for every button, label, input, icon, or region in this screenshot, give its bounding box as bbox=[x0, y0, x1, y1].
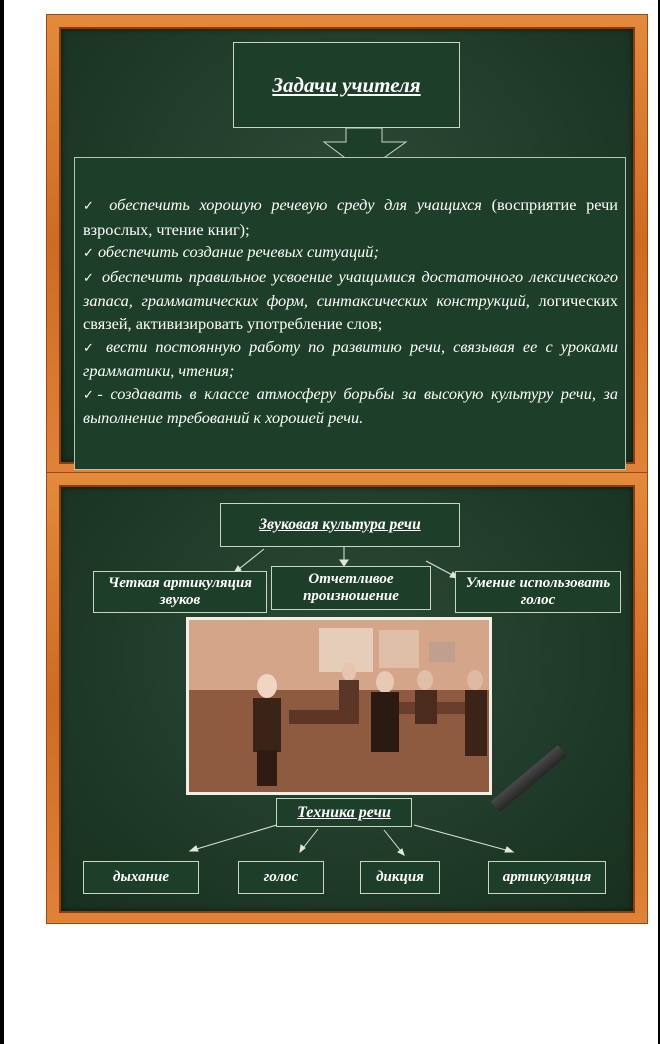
classroom-illustration bbox=[189, 620, 489, 792]
task-item: ✓ обеспечить хорошую речевую среду для учащихся (восприятие речи взрослых, чтение книг); bbox=[83, 195, 619, 239]
teacher-tasks-title: Задачи учителя bbox=[233, 42, 460, 128]
check-icon: ✓ bbox=[83, 199, 100, 214]
check-icon: ✓ bbox=[83, 387, 98, 403]
speech-technique-title: Техника речи bbox=[276, 798, 412, 827]
check-icon: ✓ bbox=[83, 270, 96, 286]
task-item: ✓ обеспечить правильное усвоение учащимися достаточного лексического запаса, грамматических форм, синтаксических конструкций, логических связей, активизировать употребление слов; bbox=[83, 266, 618, 333]
task-item: ✓- создавать в классе атмосферу борьбы за высокую культуру речи, за выполнение требований к хорошей речи. bbox=[83, 383, 618, 428]
check-icon: ✓ bbox=[83, 340, 98, 356]
speech-item-pronunciation: Отчетливое произношение bbox=[271, 566, 431, 610]
speech-culture-title: Звуковая культура речи bbox=[220, 503, 460, 547]
speech-item-voice: Умение использовать голос bbox=[455, 571, 621, 613]
classroom-photo bbox=[186, 617, 492, 795]
technique-item-voice: голос bbox=[238, 861, 324, 894]
technique-item-articulation: артикуляция bbox=[488, 861, 606, 894]
task-item: ✓ вести постоянную работу по развитию речи, связывая ее с уроками грамматики, чтения; bbox=[83, 336, 618, 381]
speech-item-articulation: Четкая артикуляция звуков bbox=[93, 571, 267, 613]
technique-item-breathing: дыхание bbox=[83, 861, 199, 894]
technique-item-diction: дикция bbox=[360, 861, 440, 894]
check-icon: ✓ bbox=[83, 246, 94, 262]
task-item: ✓ обеспечить создание речевых ситуаций; bbox=[83, 242, 379, 262]
